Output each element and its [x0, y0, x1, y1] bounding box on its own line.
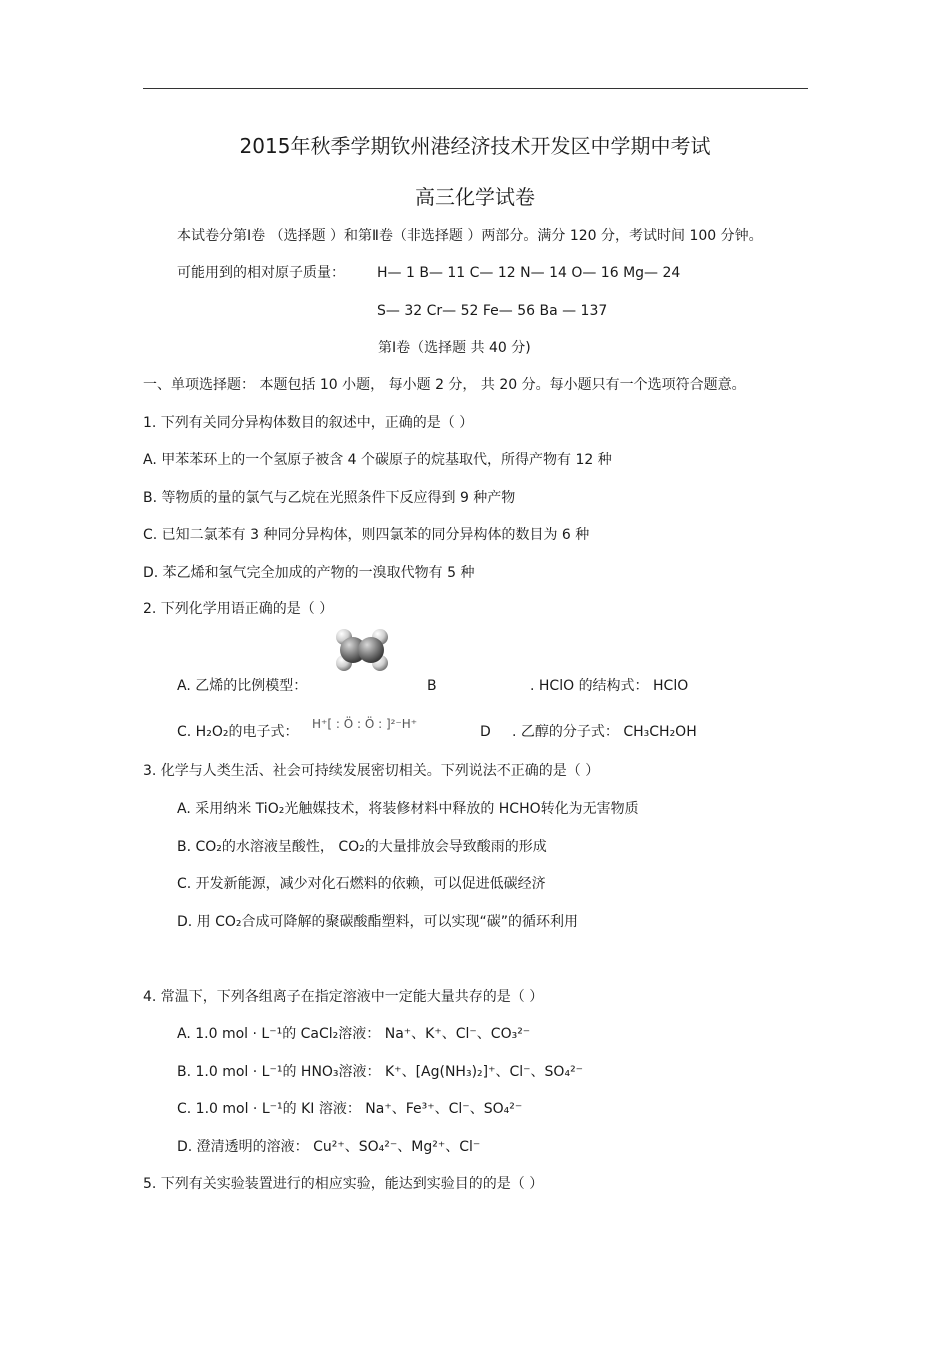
exam-subtitle: 高三化学试卷	[415, 185, 535, 209]
mass-row-1: H— 1 B— 11 C— 12 N— 14 O— 16 Mg— 24	[377, 265, 681, 281]
q1-option-b: B. 等物质的量的氯气与乙烷在光照条件下反应得到 9 种产物	[143, 490, 516, 506]
q2-stem: 2. 下列化学用语正确的是（ ）	[143, 601, 334, 617]
q4-option-c: C. 1.0 mol · L⁻¹的 KI 溶液： Na⁺、Fe³⁺、Cl⁻、SO₄²⁻	[177, 1101, 523, 1117]
q4-option-d: D. 澄清透明的溶液： Cu²⁺、SO₄²⁻、Mg²⁺、Cl⁻	[177, 1139, 481, 1155]
q1-stem: 1. 下列有关同分异构体数目的叙述中，正确的是（ ）	[143, 415, 474, 431]
q4-stem: 4. 常温下，下列各组离子在指定溶液中一定能大量共存的是（ ）	[143, 989, 544, 1005]
header-rule	[143, 88, 808, 89]
q4-option-a: A. 1.0 mol · L⁻¹的 CaCl₂溶液： Na⁺、K⁺、Cl⁻、CO₃²⁻	[177, 1026, 531, 1042]
h2o2-electron-formula: H⁺[ : Ö : Ö : ]²⁻H⁺	[312, 717, 418, 731]
part-one-heading: 第Ⅰ卷（选择题 共 40 分)	[378, 340, 531, 356]
q3-stem: 3. 化学与人类生活、社会可持续发展密切相关。下列说法不正确的是（ ）	[143, 763, 600, 779]
q2-option-d: . 乙醇的分子式： CH₃CH₂OH	[512, 724, 697, 740]
q1-option-c: C. 已知二氯苯有 3 种同分异构体，则四氯苯的同分异构体的数目为 6 种	[143, 527, 590, 543]
q3-option-d: D. 用 CO₂合成可降解的聚碳酸酯塑料，可以实现“碳”的循环利用	[177, 914, 579, 930]
q2-option-b: . HClO 的结构式： HClO	[530, 678, 689, 694]
exam-title: 2015年秋季学期钦州港经济技术开发区中学期中考试	[239, 134, 711, 158]
section-heading: 一、单项选择题： 本题包括 10 小题， 每小题 2 分， 共 20 分。每小题只有一个选项符合题意。	[143, 377, 746, 393]
q3-option-b: B. CO₂的水溶液呈酸性， CO₂的大量排放会导致酸雨的形成	[177, 839, 547, 855]
q3-option-a: A. 采用纳米 TiO₂光触媒技术，将装修材料中释放的 HCHO转化为无害物质	[177, 801, 639, 817]
mass-row-2: S— 32 Cr— 52 Fe— 56 Ba — 137	[377, 303, 608, 319]
mass-label: 可能用到的相对原子质量：	[177, 265, 345, 281]
q1-option-a: A. 甲苯苯环上的一个氢原子被含 4 个碳原子的烷基取代，所得产物有 12 种	[143, 452, 612, 468]
q2-option-d-letter: D	[480, 724, 491, 740]
q4-option-b: B. 1.0 mol · L⁻¹的 HNO₃溶液： K⁺、[Ag(NH₃)₂]⁺、Cl⁻、SO₄²⁻	[177, 1064, 584, 1080]
q2-option-c: C. H₂O₂的电子式：	[177, 724, 299, 740]
ethylene-space-filling-model	[334, 628, 390, 672]
q2-option-b-letter: B	[427, 678, 437, 694]
q1-option-d: D. 苯乙烯和氢气完全加成的产物的一溴取代物有 5 种	[143, 565, 475, 581]
q3-option-c: C. 开发新能源，减少对化石燃料的依赖，可以促进低碳经济	[177, 876, 546, 892]
intro-line: 本试卷分第Ⅰ卷 （选择题 ）和第Ⅱ卷（非选择题 ）两部分。满分 120 分，考试时间 100 分钟。	[177, 228, 763, 244]
q5-stem: 5. 下列有关实验装置进行的相应实验，能达到实验目的的是（ ）	[143, 1176, 544, 1192]
q2-option-a: A. 乙烯的比例模型：	[177, 678, 308, 694]
